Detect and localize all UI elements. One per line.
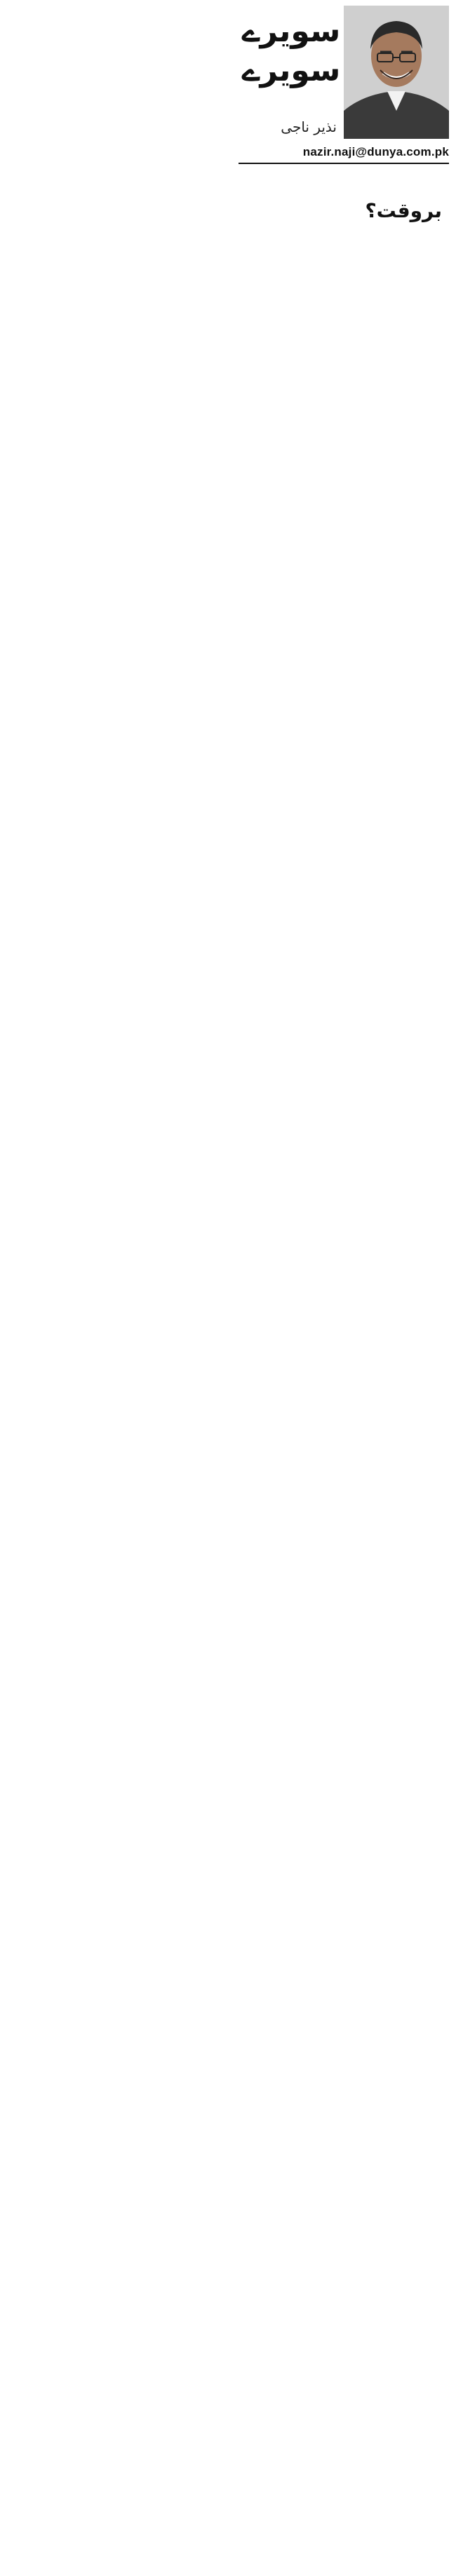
column-header [239,6,449,177]
author-photo [344,6,449,139]
header-divider [239,163,449,164]
column-logo [239,13,344,118]
article-body [8,223,448,2565]
column-logo-line-2: سویرے [241,53,341,88]
author-name: نذیر ناجی [281,118,337,135]
author-portrait-image [344,6,449,139]
column-logo-line-1: سویرے [241,13,341,49]
article-headline: بروقت؟ [365,198,442,222]
author-email[interactable]: nazir.naji@dunya.com.pk [302,145,449,158]
